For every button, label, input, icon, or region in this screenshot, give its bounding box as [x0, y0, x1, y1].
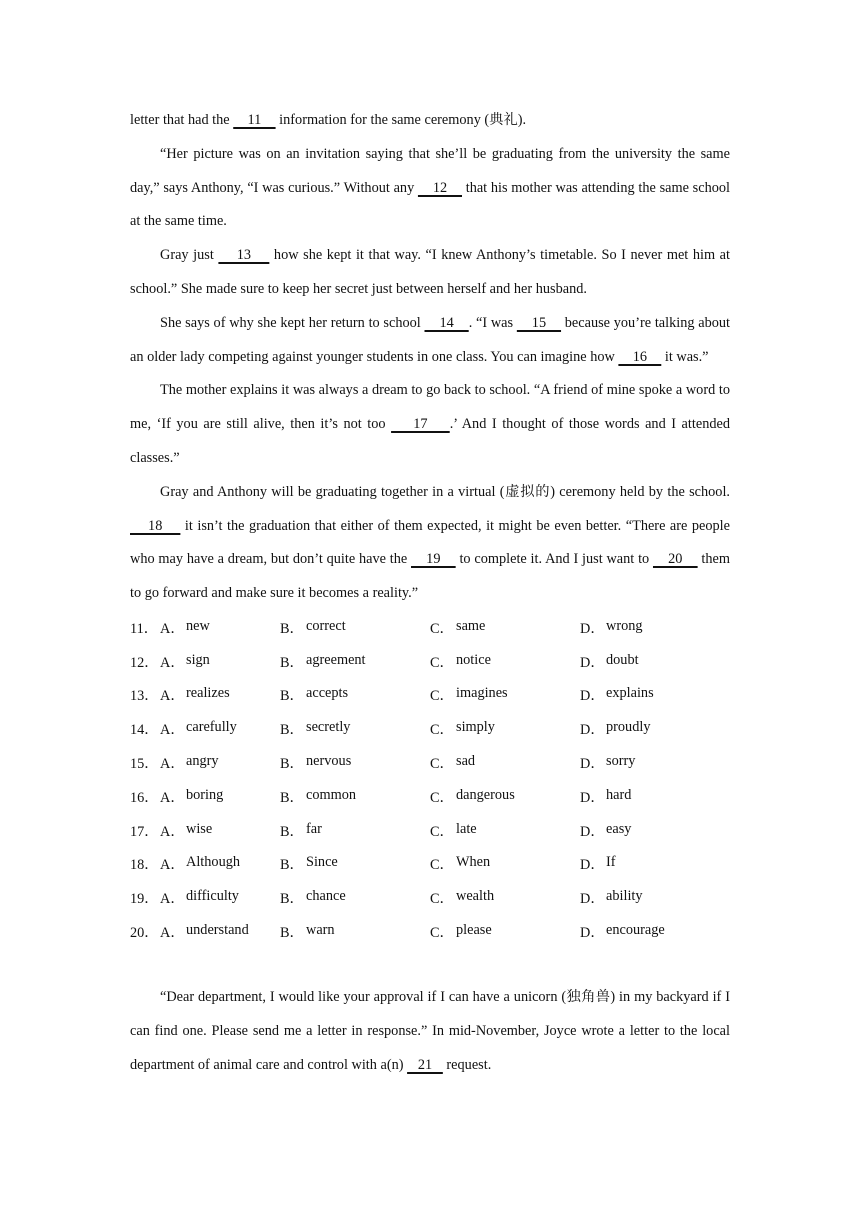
option-letter: D． — [580, 688, 605, 705]
answer-blank: 19 — [411, 551, 456, 568]
question-number: 19． — [130, 891, 159, 908]
answer-option — [160, 854, 280, 874]
paragraph-text: The mother explains it was always a dream to go back to school. “A friend of mine spoke a word to me, ‘If you are still alive, then it’s not too — [130, 382, 730, 433]
option-letter: A． — [160, 789, 185, 806]
option-text: same — [456, 617, 486, 634]
option-text: easy — [606, 820, 632, 837]
paragraph-text: it was.” — [661, 348, 709, 365]
option-text: carefully — [186, 719, 237, 736]
answer-blank: 15 — [516, 314, 562, 331]
answer-option — [430, 821, 580, 841]
option-letter: D． — [580, 654, 605, 671]
answer-option — [430, 854, 580, 874]
question-number: 12． — [130, 654, 159, 671]
paragraph-text: because you’re talking about an older lady competing against younger students in one class. You can imagine how — [130, 314, 731, 365]
answer-option — [280, 652, 430, 672]
answer-option — [580, 854, 720, 874]
question-number: 17． — [130, 823, 159, 840]
option-letter: D． — [580, 756, 605, 773]
option-letter: A． — [160, 688, 185, 705]
option-text: agreement — [306, 651, 366, 668]
option-text: explains — [606, 685, 654, 702]
option-letter: D． — [580, 925, 605, 942]
option-text: angry — [186, 753, 219, 770]
option-letter: B． — [280, 620, 304, 637]
option-letter: C． — [430, 620, 454, 637]
option-text: late — [456, 820, 477, 837]
option-text: imagines — [456, 685, 508, 702]
question-row — [130, 915, 730, 949]
answer-option — [580, 618, 720, 638]
answer-options-table — [130, 611, 730, 949]
option-text: wrong — [606, 617, 643, 634]
question-row — [130, 679, 730, 713]
question-row — [130, 746, 730, 780]
answer-option — [430, 922, 580, 942]
answer-blank: 16 — [618, 348, 662, 365]
answer-option — [430, 787, 580, 807]
option-letter: A． — [160, 722, 185, 739]
paragraph-text: . “I was — [468, 314, 517, 331]
option-text: understand — [186, 922, 249, 939]
option-letter: A． — [160, 756, 185, 773]
passage-part-2 — [130, 981, 730, 1082]
question-number: 13． — [130, 688, 159, 705]
answer-option — [160, 618, 280, 638]
option-letter: D． — [580, 857, 605, 874]
paragraph-text: them to go forward and make sure it becomes a reality.” — [130, 551, 731, 602]
answer-option — [280, 719, 430, 739]
option-text: proudly — [606, 719, 651, 736]
answer-option — [280, 922, 430, 942]
answer-option — [580, 753, 720, 773]
option-text: far — [306, 820, 322, 837]
option-letter: B． — [280, 688, 304, 705]
option-text: hard — [606, 786, 632, 803]
question-row — [130, 814, 730, 848]
option-letter: C． — [430, 756, 454, 773]
option-text: Since — [306, 854, 338, 871]
option-text: chance — [306, 888, 346, 905]
answer-option — [160, 652, 280, 672]
option-letter: B． — [280, 789, 304, 806]
option-letter: A． — [160, 891, 185, 908]
paragraph — [130, 476, 730, 611]
paragraph-text: “Her picture was on an invitation saying that she’ll be graduating from the university the same day,” says Anthony, “I was curious.” Without any — [130, 145, 730, 196]
answer-option — [430, 652, 580, 672]
answer-option — [580, 821, 720, 841]
option-letter: B． — [280, 857, 304, 874]
paragraph — [130, 104, 730, 138]
option-letter: C． — [430, 857, 454, 874]
option-letter: C． — [430, 925, 454, 942]
question-row — [130, 712, 730, 746]
paragraph-text: “Dear department, I would like your approval if I can have a unicorn (独角兽) in my backyard if I can find one. Please send me a letter in response.” In mid-November, Joyce wrote a letter to the local department of animal care and control with a(n) — [130, 988, 730, 1073]
answer-blank: 14 — [424, 314, 469, 331]
option-text: doubt — [606, 651, 639, 668]
option-text: Although — [186, 854, 241, 871]
question-number: 18． — [130, 857, 159, 874]
option-text: sad — [456, 753, 476, 770]
paragraph-text: it isn’t the graduation that either of them expected, it might be even better. “There are people who may have a dream, but don’t quite have the — [130, 517, 731, 568]
option-text: common — [306, 786, 357, 803]
option-letter: B． — [280, 654, 304, 671]
option-letter: B． — [280, 925, 304, 942]
option-text: correct — [306, 617, 346, 634]
paragraph-text: information for the same ceremony (典礼). — [275, 112, 527, 128]
option-text: please — [456, 922, 492, 939]
question-row — [130, 611, 730, 645]
paragraph-text: letter that had the — [130, 112, 234, 128]
answer-blank: 13 — [218, 247, 270, 264]
answer-option — [160, 685, 280, 705]
option-text: realizes — [186, 685, 230, 702]
question-number: 11． — [130, 620, 159, 637]
option-letter: C． — [430, 654, 454, 671]
answer-blank: 18 — [130, 517, 181, 534]
option-letter: C． — [430, 722, 454, 739]
paragraph-text: Gray just — [160, 247, 219, 264]
option-letter: C． — [430, 891, 454, 908]
question-row — [130, 645, 730, 679]
option-letter: A． — [160, 823, 185, 840]
answer-option — [280, 685, 430, 705]
option-text: wise — [186, 820, 213, 837]
question-number: 16． — [130, 789, 159, 806]
option-text: accepts — [306, 685, 349, 702]
question-number: 15． — [130, 756, 159, 773]
paragraph-text: Gray and Anthony will be graduating together in a virtual (虚拟的) ceremony held by the school. — [160, 483, 730, 500]
answer-blank: 11 — [233, 112, 276, 128]
answer-option — [160, 787, 280, 807]
option-text: notice — [456, 651, 491, 668]
option-letter: A． — [160, 620, 185, 637]
option-text: dangerous — [456, 786, 515, 803]
answer-option — [430, 888, 580, 908]
option-letter: A． — [160, 857, 185, 874]
option-text: new — [186, 617, 210, 634]
option-text: sorry — [606, 753, 636, 770]
option-letter: B． — [280, 756, 304, 773]
option-letter: C． — [430, 789, 454, 806]
answer-option — [160, 719, 280, 739]
paragraph-text: to complete it. And I just want to — [455, 551, 653, 568]
answer-option — [280, 854, 430, 874]
answer-option — [160, 821, 280, 841]
paragraph — [130, 239, 730, 307]
passage-part-1 — [130, 104, 730, 611]
answer-blank: 12 — [417, 179, 462, 196]
section-gap — [130, 949, 730, 981]
option-text: encourage — [606, 922, 665, 939]
question-row — [130, 848, 730, 882]
option-text: sign — [186, 651, 210, 668]
option-text: nervous — [306, 753, 352, 770]
answer-option — [580, 922, 720, 942]
option-text: When — [456, 854, 491, 871]
answer-option — [580, 652, 720, 672]
answer-option — [430, 685, 580, 705]
option-letter: D． — [580, 823, 605, 840]
option-letter: D． — [580, 722, 605, 739]
answer-option — [430, 618, 580, 638]
answer-option — [160, 753, 280, 773]
answer-option — [160, 922, 280, 942]
option-letter: D． — [580, 620, 605, 637]
answer-option — [160, 888, 280, 908]
paragraph — [130, 138, 730, 239]
option-letter: B． — [280, 823, 304, 840]
paragraph — [130, 981, 730, 1082]
answer-option — [580, 685, 720, 705]
paragraph-text: She says of why she kept her return to school — [160, 314, 425, 331]
question-row — [130, 881, 730, 915]
answer-option — [280, 787, 430, 807]
paragraph-text: how she kept it that way. “I knew Anthony’s timetable. So I never met him at school.” She made sure to keep her secret just between herself and her husband. — [130, 247, 730, 297]
answer-option — [580, 787, 720, 807]
paragraph-text: .’ And I thought of those words and I attended classes.” — [130, 416, 730, 466]
option-text: If — [606, 854, 616, 871]
option-letter: A． — [160, 925, 185, 942]
option-letter: C． — [430, 688, 454, 705]
answer-blank: 20 — [652, 551, 698, 568]
option-text: simply — [456, 719, 495, 736]
document-page — [130, 104, 730, 1082]
question-number: 20． — [130, 925, 159, 942]
answer-option — [280, 821, 430, 841]
answer-option — [280, 618, 430, 638]
paragraph-text: that his mother was attending the same school at the same time. — [130, 179, 730, 230]
answer-option — [280, 753, 430, 773]
option-text: secretly — [306, 719, 351, 736]
paragraph — [130, 307, 730, 375]
option-letter: D． — [580, 789, 605, 806]
question-row — [130, 780, 730, 814]
option-text: wealth — [456, 888, 495, 905]
question-number: 14． — [130, 722, 159, 739]
option-letter: B． — [280, 722, 304, 739]
answer-option — [430, 753, 580, 773]
option-letter: A． — [160, 654, 185, 671]
answer-blank: 21 — [407, 1056, 443, 1073]
answer-option — [580, 888, 720, 908]
paragraph-text: request. — [442, 1056, 492, 1073]
answer-option — [580, 719, 720, 739]
option-text: difficulty — [186, 888, 239, 905]
answer-option — [280, 888, 430, 908]
answer-option — [430, 719, 580, 739]
option-text: boring — [186, 786, 224, 803]
option-text: warn — [306, 922, 335, 939]
answer-blank: 17 — [391, 416, 450, 433]
option-letter: D． — [580, 891, 605, 908]
option-letter: C． — [430, 823, 454, 840]
option-letter: B． — [280, 891, 304, 908]
paragraph — [130, 374, 730, 475]
option-text: ability — [606, 888, 643, 905]
